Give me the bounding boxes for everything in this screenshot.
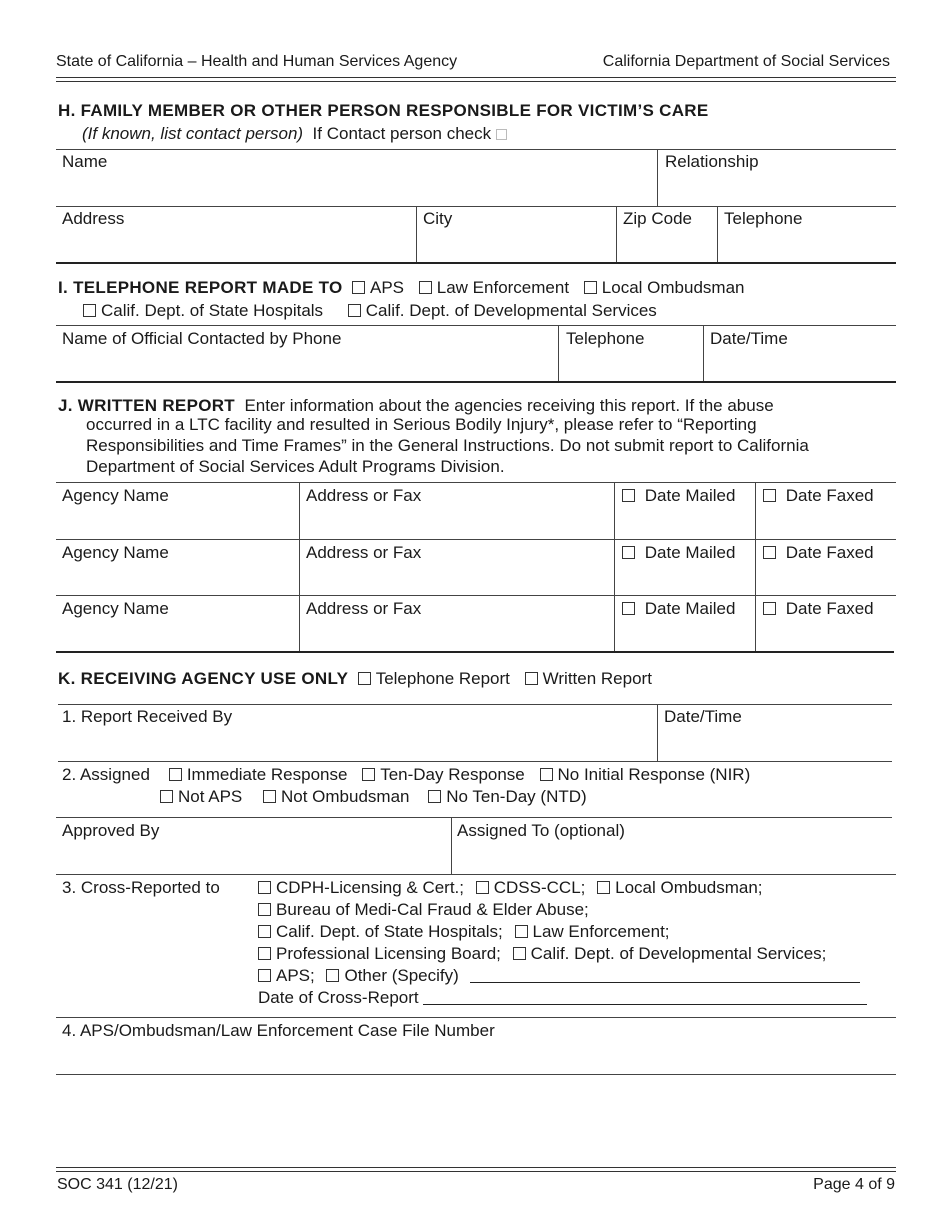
agency-name-label-1: Agency Name [62, 486, 169, 505]
date-mailed-checkbox-2[interactable] [622, 546, 635, 559]
section-j-title: J. WRITTEN REPORT Enter information about the agencies receiving this report. If the abuse [58, 396, 774, 415]
header-agency: State of California – Health and Human Services Agency [56, 53, 458, 70]
cross-report-row-5: APS; Other (Specify) [258, 966, 860, 986]
written-report-checkbox[interactable] [525, 672, 538, 685]
date-mailed-3: Date Mailed [622, 599, 735, 619]
assigned-to-label: Assigned To (optional) [457, 821, 625, 840]
other-specify-checkbox[interactable] [326, 969, 339, 982]
section-k-title: K. RECEIVING AGENCY USE ONLY Telephone Report Written Report [58, 669, 652, 688]
date-mailed-1: Date Mailed [622, 486, 735, 506]
city-label: City [423, 209, 453, 228]
case-file-number-label: 4. APS/Ombudsman/Law Enforcement Case File Number [62, 1021, 495, 1040]
tel-developmental-services-checkbox[interactable] [348, 304, 361, 317]
date-of-cross-report: Date of Cross-Report [258, 988, 867, 1008]
no-ten-day-checkbox[interactable] [428, 790, 441, 803]
assigned-row-1: 2. Assigned Immediate Response Ten-Day Response No Initial Response (NIR) [62, 765, 751, 784]
section-i-options-row2: Calif. Dept. of State Hospitals Calif. Dept. of Developmental Services [83, 301, 667, 321]
telephone-report-checkbox[interactable] [358, 672, 371, 685]
cdph-licensing-checkbox[interactable] [258, 881, 271, 894]
page-number: Page 4 of 9 [813, 1176, 895, 1193]
agency-address-label-3: Address or Fax [306, 599, 422, 618]
contact-person-checkbox[interactable] [496, 129, 507, 140]
agency-name-label-3: Agency Name [62, 599, 169, 618]
professional-licensing-board-checkbox[interactable] [258, 947, 271, 960]
form-number: SOC 341 (12/21) [57, 1176, 178, 1193]
date-faxed-3: Date Faxed [763, 599, 874, 619]
official-datetime-label: Date/Time [710, 329, 788, 348]
bureau-medi-cal-fraud-checkbox[interactable] [258, 903, 271, 916]
date-faxed-checkbox-2[interactable] [763, 546, 776, 559]
relationship-label: Relationship [665, 152, 759, 171]
zip-code-label: Zip Code [623, 209, 692, 228]
cross-local-ombudsman-checkbox[interactable] [597, 881, 610, 894]
section-h-subtitle: (If known, list contact person) If Contact person check [82, 124, 512, 144]
other-specify-input[interactable] [470, 968, 860, 983]
cross-aps-checkbox[interactable] [258, 969, 271, 982]
cross-developmental-services-checkbox[interactable] [513, 947, 526, 960]
ten-day-response-checkbox[interactable] [362, 768, 375, 781]
date-of-cross-report-input[interactable] [423, 990, 867, 1005]
date-faxed-checkbox-1[interactable] [763, 489, 776, 502]
cross-state-hospitals-checkbox[interactable] [258, 925, 271, 938]
section-j-line-2: occurred in a LTC facility and resulted in Serious Bodily Injury*, please refer to “Reporting [86, 415, 757, 434]
header-rule [56, 77, 896, 82]
not-aps-checkbox[interactable] [160, 790, 173, 803]
section-h-title: H. FAMILY MEMBER OR OTHER PERSON RESPONSIBLE FOR VICTIM’S CARE [58, 101, 709, 120]
section-j-line-3: Responsibilities and Time Frames” in the General Instructions. Do not submit report to California [86, 436, 809, 455]
official-contacted-label: Name of Official Contacted by Phone [62, 329, 342, 348]
telephone-label: Telephone [724, 209, 803, 228]
section-j-line-4: Department of Social Services Adult Programs Division. [86, 457, 505, 476]
date-faxed-checkbox-3[interactable] [763, 602, 776, 615]
cross-report-row-4: Professional Licensing Board; Calif. Dept. of Developmental Services; [258, 944, 826, 964]
report-received-by-label: 1. Report Received By [62, 707, 233, 726]
agency-address-label-1: Address or Fax [306, 486, 422, 505]
footer-rule [56, 1167, 896, 1172]
agency-address-label-2: Address or Fax [306, 543, 422, 562]
cross-report-row-3: Calif. Dept. of State Hospitals; Law Enforcement; [258, 922, 680, 942]
cross-reported-label: 3. Cross-Reported to [62, 878, 220, 897]
date-mailed-checkbox-1[interactable] [622, 489, 635, 502]
date-faxed-2: Date Faxed [763, 543, 874, 563]
cross-report-row-1: CDPH-Licensing & Cert.; CDSS-CCL; Local Ombudsman; [258, 878, 773, 898]
cross-law-enforcement-checkbox[interactable] [515, 925, 528, 938]
cdss-ccl-checkbox[interactable] [476, 881, 489, 894]
agency-name-label-2: Agency Name [62, 543, 169, 562]
tel-state-hospitals-checkbox[interactable] [83, 304, 96, 317]
header-department: California Department of Social Services [602, 53, 890, 70]
section-i-title: I. TELEPHONE REPORT MADE TO APS Law Enforcement Local Ombudsman [58, 278, 745, 297]
received-datetime-label: Date/Time [664, 707, 742, 726]
name-label: Name [62, 152, 108, 171]
approved-by-label: Approved By [62, 821, 160, 840]
date-faxed-1: Date Faxed [763, 486, 874, 506]
official-telephone-label: Telephone [566, 329, 645, 348]
date-mailed-checkbox-3[interactable] [622, 602, 635, 615]
address-label: Address [62, 209, 125, 228]
cross-report-row-2: Bureau of Medi-Cal Fraud & Elder Abuse; [258, 900, 599, 920]
tel-aps-checkbox[interactable] [352, 281, 365, 294]
tel-local-ombudsman-checkbox[interactable] [584, 281, 597, 294]
tel-law-enforcement-checkbox[interactable] [419, 281, 432, 294]
no-initial-response-checkbox[interactable] [540, 768, 553, 781]
immediate-response-checkbox[interactable] [169, 768, 182, 781]
assigned-row-2: Not APS Not Ombudsman No Ten-Day (NTD) [160, 787, 597, 807]
date-mailed-2: Date Mailed [622, 543, 735, 563]
not-ombudsman-checkbox[interactable] [263, 790, 276, 803]
